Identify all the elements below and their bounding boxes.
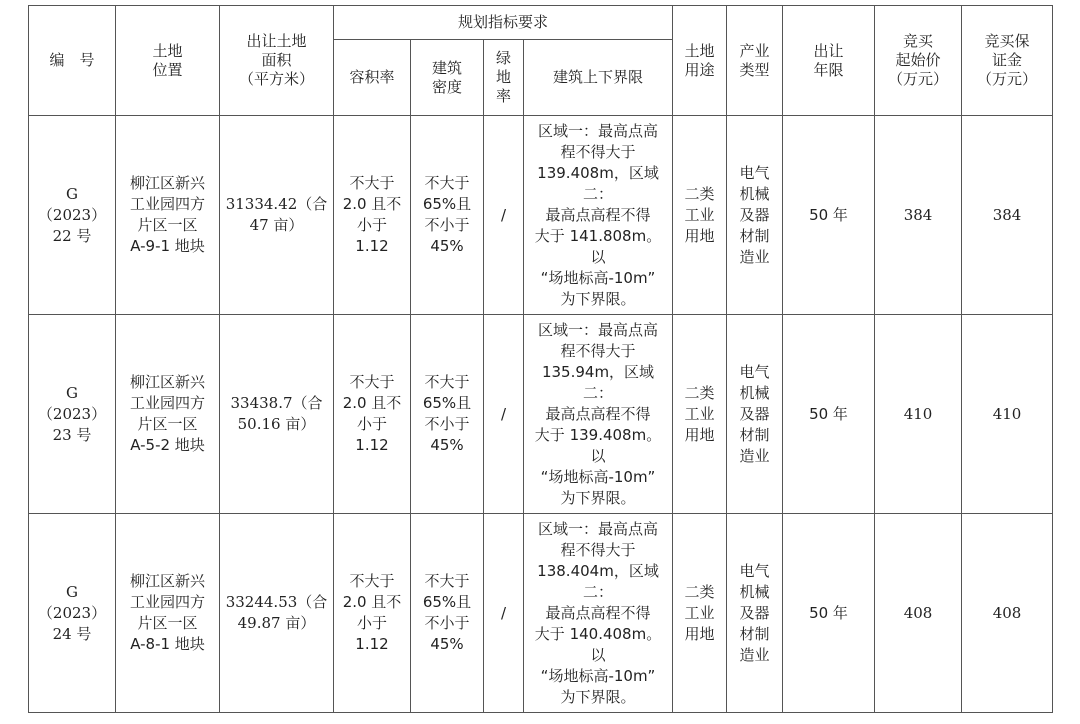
cell-industry: 电气 机械 及器 材制 造业: [727, 116, 783, 315]
table-row: [29, 116, 1053, 315]
cell-green: /: [484, 514, 524, 713]
cell-location: 柳江区新兴 工业园四方 片区一区 A-5-2 地块: [116, 315, 220, 514]
header-start-price: 竞买 起始价 （万元）: [875, 6, 962, 116]
cell-start-price: 384: [875, 116, 962, 315]
header-area: 出让土地 面积 （平方米）: [220, 6, 334, 116]
cell-location: 柳江区新兴 工业园四方 片区一区 A-8-1 地块: [116, 514, 220, 713]
cell-use: 二类 工业 用地: [673, 116, 727, 315]
cell-far: 不大于 2.0 且不 小于 1.12: [334, 514, 411, 713]
header-use: 土地 用途: [673, 6, 727, 116]
header-industry: 产业 类型: [727, 6, 783, 116]
cell-id: G（2023） 22 号: [29, 116, 116, 315]
cell-height-limit: 区域一：最高点高 程不得大于 139.408m，区域二： 最高点高程不得 大于 141.808m。以 “场地标高-10m” 为下界限。: [524, 116, 673, 315]
header-term: 出让 年限: [783, 6, 875, 116]
header-id: 编 号: [29, 6, 116, 116]
cell-density: 不大于 65%且 不小于 45%: [411, 514, 484, 713]
header-plan-group: 规划指标要求: [334, 6, 673, 40]
land-auction-table: [28, 5, 1053, 713]
cell-height-limit: 区域一：最高点高 程不得大于 138.404m，区域二： 最高点高程不得 大于 140.408m。以 “场地标高-10m” 为下界限。: [524, 514, 673, 713]
header-green: 绿 地 率: [484, 40, 524, 116]
cell-green: /: [484, 116, 524, 315]
cell-start-price: 410: [875, 315, 962, 514]
cell-far: 不大于 2.0 且不 小于 1.12: [334, 116, 411, 315]
cell-term: 50 年: [783, 315, 875, 514]
cell-deposit: 410: [962, 315, 1053, 514]
cell-far: 不大于 2.0 且不 小于 1.12: [334, 315, 411, 514]
cell-use: 二类 工业 用地: [673, 514, 727, 713]
table-row: [29, 514, 1053, 713]
cell-area: 31334.42（合 47 亩）: [220, 116, 334, 315]
header-height-limit: 建筑上下界限: [524, 40, 673, 116]
cell-id: G（2023） 23 号: [29, 315, 116, 514]
header-deposit: 竞买保 证金 （万元）: [962, 6, 1053, 116]
header-density: 建筑 密度: [411, 40, 484, 116]
header-location: 土地 位置: [116, 6, 220, 116]
cell-height-limit: 区域一：最高点高 程不得大于 135.94m，区域二： 最高点高程不得 大于 139.408m。以 “场地标高-10m” 为下界限。: [524, 315, 673, 514]
cell-term: 50 年: [783, 116, 875, 315]
cell-location: 柳江区新兴 工业园四方 片区一区 A-9-1 地块: [116, 116, 220, 315]
cell-green: /: [484, 315, 524, 514]
cell-use: 二类 工业 用地: [673, 315, 727, 514]
cell-area: 33244.53（合 49.87 亩）: [220, 514, 334, 713]
cell-density: 不大于 65%且 不小于 45%: [411, 116, 484, 315]
cell-start-price: 408: [875, 514, 962, 713]
cell-deposit: 408: [962, 514, 1053, 713]
header-far: 容积率: [334, 40, 411, 116]
cell-area: 33438.7（合 50.16 亩）: [220, 315, 334, 514]
table-row: [29, 315, 1053, 514]
cell-industry: 电气 机械 及器 材制 造业: [727, 315, 783, 514]
cell-industry: 电气 机械 及器 材制 造业: [727, 514, 783, 713]
cell-term: 50 年: [783, 514, 875, 713]
cell-density: 不大于 65%且 不小于 45%: [411, 315, 484, 514]
cell-deposit: 384: [962, 116, 1053, 315]
cell-id: G（2023） 24 号: [29, 514, 116, 713]
